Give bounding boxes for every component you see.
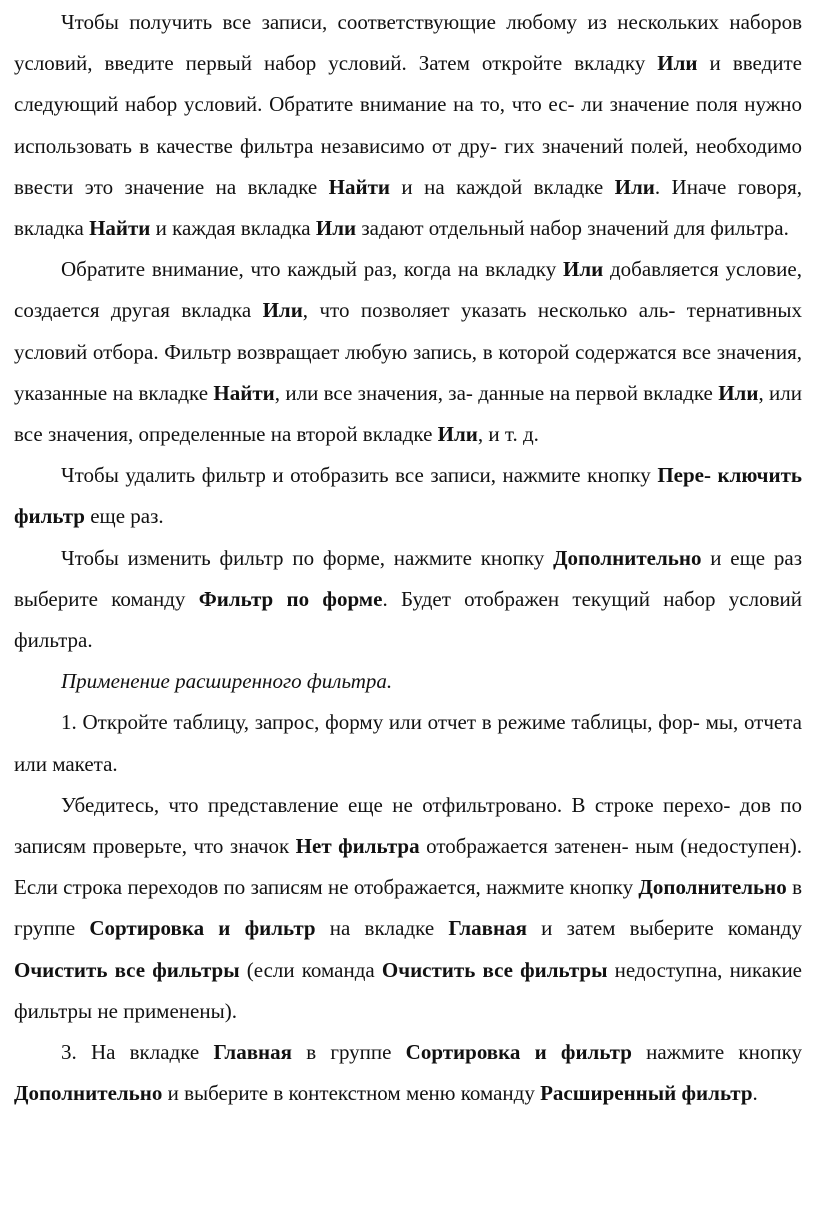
text-run: Чтобы получить все записи, соответствующие любому из нескольких наборов условий, введите первый набор условий. Затем откройте вкладку — [14, 10, 802, 76]
bold-term: Или — [563, 257, 604, 282]
paragraph-step-1 — [14, 702, 802, 784]
text-run: задают отдельный набор значений для фильтра. — [356, 216, 789, 241]
text-run: нажмите кнопку — [631, 1040, 802, 1065]
text-run: на вкладке — [315, 916, 449, 941]
bold-term: Сортировка и фильтр — [405, 1040, 632, 1065]
text-run: . Будет отображен текущий набор условий фильтра. — [14, 586, 803, 653]
text-run: , и т. д. — [477, 422, 539, 447]
text-run: недоступна, никакие фильтры не применены). — [14, 957, 803, 1023]
text-run: (если команда — [239, 957, 382, 982]
bold-term: Главная — [448, 916, 527, 941]
text-run: и еще раз выберите команду — [14, 545, 802, 611]
text-run: Чтобы удалить фильтр и отобразить все записи, нажмите кнопку — [61, 463, 658, 488]
text-run: и введите следующий набор условий. Обратите внимание на то, что ес- ли значение поля нужно использовать в качестве фильтра независимо от дру- гих значений полей, необходимо ввести это значение на вкладке — [14, 51, 802, 199]
section-heading — [14, 661, 802, 702]
text-run: и на каждой вкладке — [390, 174, 615, 199]
text-run: добавляется условие, создается другая вкладка — [14, 257, 802, 323]
text-run: Чтобы изменить фильтр по форме, нажмите кнопку — [61, 545, 554, 570]
text-run: , или все значения, за- данные на первой вкладке — [274, 380, 719, 405]
bold-term: Нет фильтра — [295, 834, 420, 859]
bold-term: Дополнительно — [638, 875, 787, 900]
text-run: 1. Откройте таблицу, запрос, форму или отчет в режиме таблицы, фор- мы, отчета или макета. — [14, 710, 802, 776]
bold-term: Найти — [213, 380, 275, 405]
text-run: , что позволяет указать несколько аль- тернативных условий отбора. Фильтр возвращает любую запись, в которой содержатся все значения, указанные на вкладке — [14, 298, 802, 405]
text-run: , или все значения, определенные на второй вкладке — [14, 380, 802, 447]
paragraph-1 — [14, 2, 802, 249]
bold-term: Или — [718, 380, 759, 405]
bold-term: Сортировка и фильтр — [89, 916, 316, 941]
bold-term: Дополнительно — [14, 1081, 163, 1106]
bold-term: Расширенный фильтр — [540, 1081, 753, 1106]
text-run: и затем выберите команду — [526, 916, 802, 941]
bold-term: Или — [614, 174, 655, 199]
bold-term: Очистить все фильтры — [381, 957, 608, 982]
bold-term: Найти — [89, 216, 151, 241]
text-run: Обратите внимание, что каждый раз, когда на вкладку — [61, 257, 563, 282]
bold-term: Дополнительно — [553, 545, 702, 570]
text-run: Убедитесь, что представление еще не отфильтровано. В строке перехо- дов по записям проверьте, что значок — [14, 792, 802, 859]
bold-term: Фильтр по форме — [198, 586, 383, 611]
paragraph-2 — [14, 249, 802, 455]
bold-term: Или — [657, 51, 698, 76]
text-run: отображается затенен- ным (недоступен). Если строка переходов по записям не отображается, нажмите кнопку — [14, 834, 803, 900]
bold-term: Найти — [328, 174, 391, 199]
paragraph-4 — [14, 538, 802, 662]
paragraph-3 — [14, 455, 802, 537]
text-run: . Иначе говоря, вкладка — [14, 174, 802, 241]
bold-term: Пере- ключить фильтр — [14, 463, 803, 529]
italic-text: Применение расширенного фильтра. — [61, 669, 393, 694]
paragraph-5 — [14, 785, 802, 1032]
bold-term: Или — [262, 298, 303, 323]
text-run: в группе — [14, 875, 802, 941]
bold-term: Очистить все фильтры — [14, 957, 240, 982]
text-run: и каждая вкладка — [150, 216, 316, 241]
text-run: и выберите в контекстном меню команду — [162, 1081, 541, 1106]
bold-term: Или — [437, 422, 478, 447]
text-run: . — [752, 1081, 758, 1106]
text-run: 3. На вкладке — [61, 1040, 214, 1065]
paragraph-step-3 — [14, 1032, 802, 1114]
bold-term: Или — [315, 216, 357, 241]
bold-term: Главная — [213, 1040, 293, 1065]
text-run: в группе — [292, 1040, 406, 1065]
document-page — [14, 0, 802, 1114]
text-run: еще раз. — [84, 504, 164, 529]
